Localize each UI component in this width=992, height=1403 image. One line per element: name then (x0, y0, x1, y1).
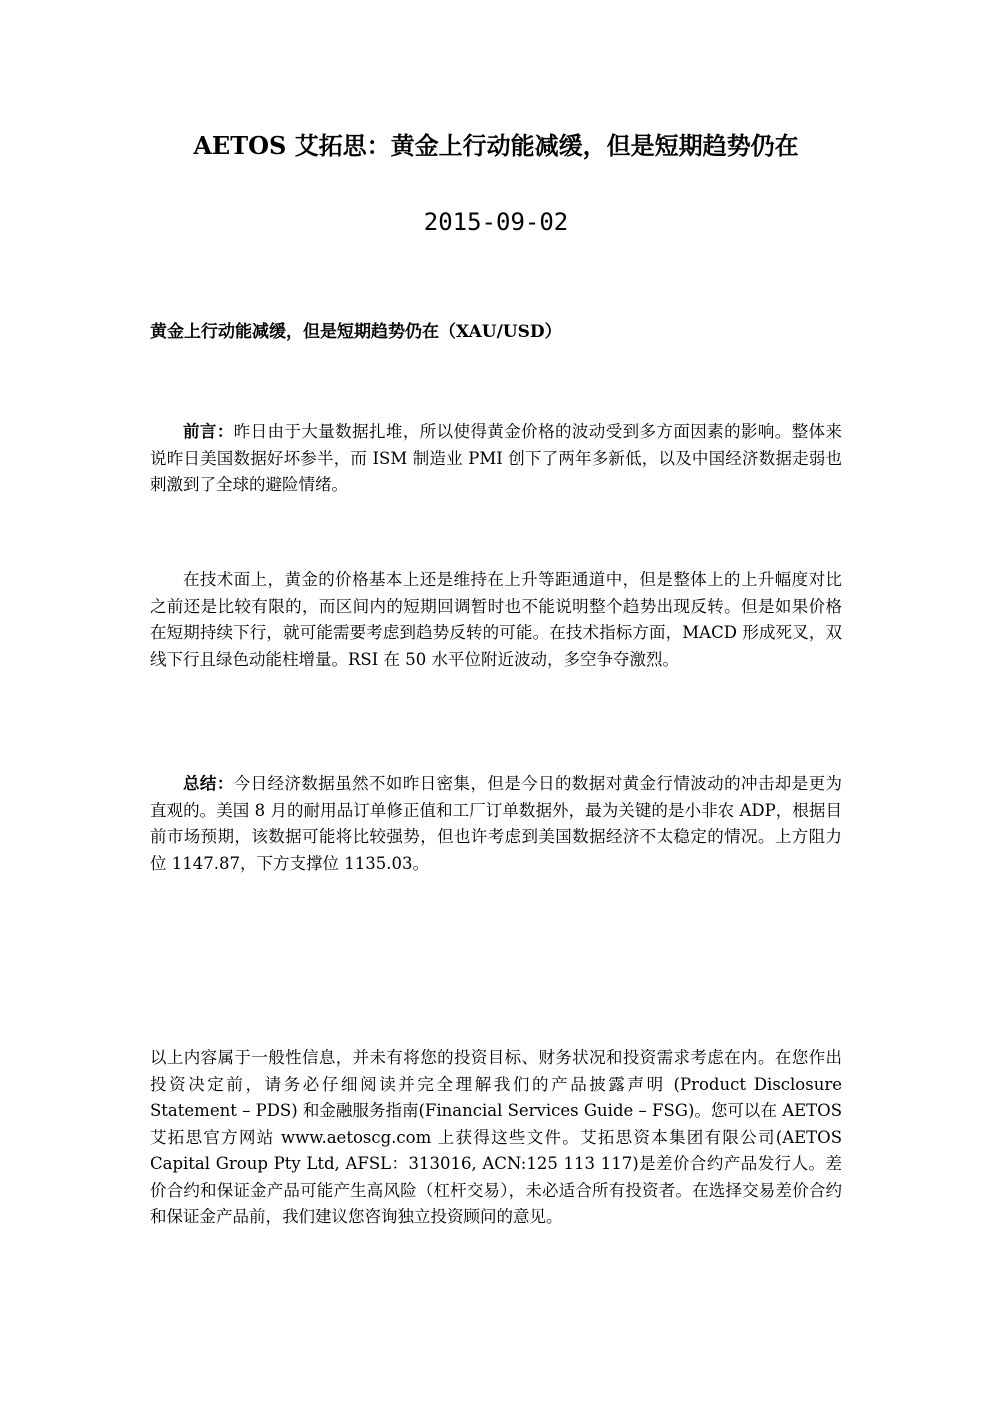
section-subtitle: 黄金上行动能减缓，但是短期趋势仍在（XAU/USD） (150, 322, 562, 342)
document-date: 2015-09-02 (423, 208, 569, 236)
summary-lead: 总结： (183, 774, 234, 793)
intro-lead: 前言： (183, 422, 234, 441)
disclaimer-text: 以上内容属于一般性信息，并未有将您的投资目标、财务状况和投资需求考虑在内。在您作出投资决定前，请务必仔细阅读并完全理解我们的产品披露声明 (Product Disclosure Statement – PDS) 和金融服务指南(Financial Services Guide – FSG)。您可以在 AETOS 艾拓思官方网站 www.aetoscg.com 上获得这些文件。艾拓思资本集团有限公司(AETOS Capital Group Pty Ltd, AFSL：313016, ACN:125 113 117)是差价合约产品发行人。差价合约和保证金产品可能产生高风险（杠杆交易），未必适合所有投资者。在选择交易差价合约和保证金产品前，我们建议您咨询独立投资顾问的意见。 (150, 1048, 842, 1226)
summary-text: 今日经济数据虽然不如昨日密集，但是今日的数据对黄金行情波动的冲击却是更为直观的。美国 8 月的耐用品订单修正值和工厂订单数据外，最为关键的是小非农 ADP，根据目前市场预期，该数据可能将比较强势，但也许考虑到美国数据经济不太稳定的情况。上方阻力位 1147.87，下方支撑位 1135.03。 (150, 774, 843, 873)
technical-paragraph (150, 567, 842, 673)
intro-paragraph (150, 419, 842, 499)
intro-text: 昨日由于大量数据扎堆，所以使得黄金价格的波动受到多方面因素的影响。整体来说昨日美国数据好坏参半，而 ISM 制造业 PMI 创下了两年多新低，以及中国经济数据走弱也刺激到了全球的避险情绪。 (150, 422, 843, 494)
technical-text: 在技术面上，黄金的价格基本上还是维持在上升等距通道中，但是整体上的上升幅度对比之前还是比较有限的，而区间内的短期回调暂时也不能说明整个趋势出现反转。但是如果价格在短期持续下行，就可能需要考虑到趋势反转的可能。在技术指标方面，MACD 形成死叉，双线下行且绿色动能柱增量。RSI 在 50 水平位附近波动，多空争夺激烈。 (150, 570, 842, 669)
document-title: AETOS 艾拓思：黄金上行动能减缓，但是短期趋势仍在 (193, 131, 799, 160)
disclaimer-paragraph (150, 1045, 842, 1231)
summary-paragraph (150, 771, 842, 877)
